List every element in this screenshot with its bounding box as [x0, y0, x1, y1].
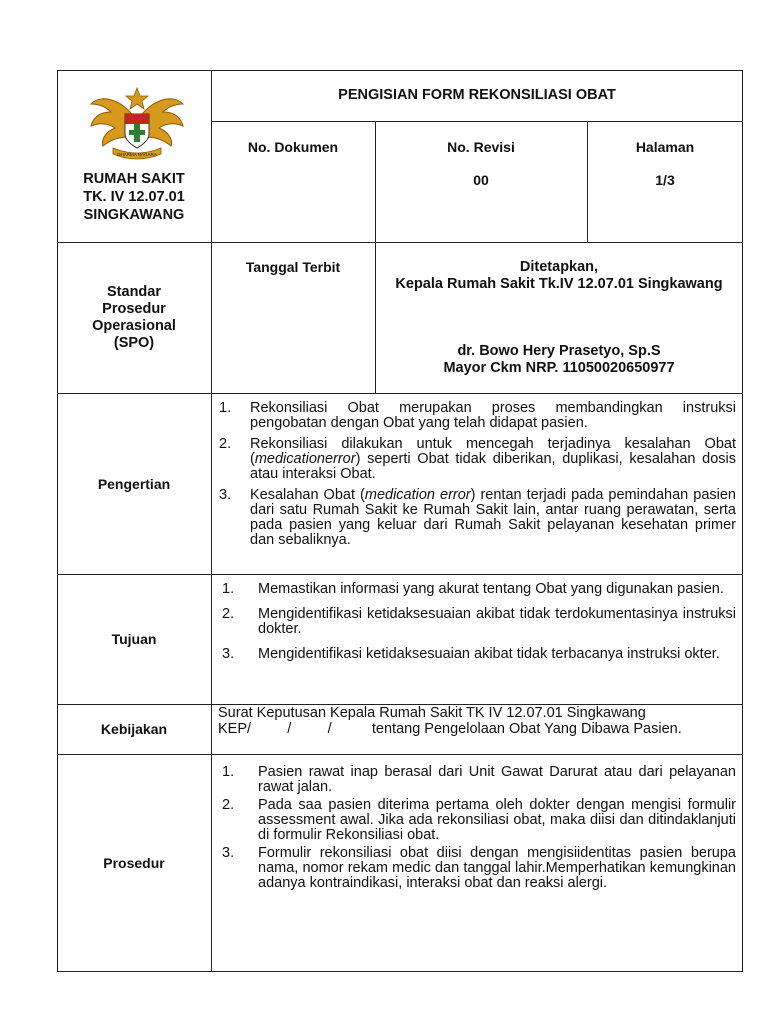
hospital-logo [87, 82, 187, 162]
approval-line-2: Kepala Rumah Sakit Tk.IV 12.07.01 Singkawang [395, 276, 723, 292]
pengertian-item-2-post: ) seperti Obat tidak diberikan, duplikasi, kesalahan dosis atau interaksi Obat. [250, 451, 736, 482]
prosedur-item-2-text: Pada saa pasien diterima pertama oleh dokter dengan mengisi formulir assessment awal. Jika ada rekonsiliasi obat, maka diisi dan ditindaklanjuti di formulir Rekonsiliasi obat. [258, 797, 736, 843]
spo-line-4: (SPO) [113, 335, 155, 351]
list-item: 1. Memastikan informasi yang akurat tentang Obat yang digunakan pasien. [222, 581, 724, 597]
hospital-name-line-3: SINGKAWANG [83, 207, 185, 223]
list-item: 3. Mengidentifikasi ketidaksesuaian akibat tidak terbacanya instruksi okter. [222, 646, 720, 662]
pengertian-item-1-text: Rekonsiliasi Obat merupakan proses membandingkan instruksi pengobatan dengan Obat yang telah didapat pasien. [250, 400, 736, 431]
prosedur-content [212, 765, 736, 891]
spo-line-2: Prosedur [102, 301, 166, 317]
approval-line-1: Ditetapkan, [519, 259, 599, 275]
list-item: 2. Pada saa pasien diterima pertama oleh dokter dengan mengisi formulir assessment awal. Jika ada rekonsiliasi obat, maka diisi dan ditindaklanjuti di formulir Rekonsiliasi obat. [222, 797, 736, 843]
revision-value: 00 [473, 172, 489, 188]
list-item: 3. Formulir rekonsiliasi obat diisi dengan mengisiidentitas pasien berupa nama, nomor rekam medic dan tanggal lahir.Memperhatikan kemungkinan adanya kontraindikasi, interaksi obat dan reaksi alergi. [222, 845, 736, 891]
section-label-prosedur: Prosedur [103, 855, 165, 871]
kebijakan-line-1: Surat Keputusan Kepala Rumah Sakit TK IV 12.07.01 Singkawang [218, 705, 646, 721]
hospital-name-line-1: RUMAH SAKIT [83, 171, 185, 187]
pengertian-content [212, 401, 736, 548]
row-divider-title [211, 121, 743, 122]
list-item: 2. Mengidentifikasi ketidaksesuaian akibat tidak terdokumentasinya instruksi dokter. [222, 606, 736, 637]
hospital-name-line-2: TK. IV 12.07.01 [83, 189, 185, 205]
section-label-pengertian: Pengertian [97, 475, 171, 492]
doc-number-label: No. Dokumen [247, 139, 339, 155]
kebijakan-content [218, 705, 738, 737]
spo-line-1: Standar [107, 284, 161, 300]
signer-block [375, 343, 743, 377]
pengertian-item-3-pre: Kesalahan Obat ( [250, 487, 365, 503]
pengertian-item-2-italic: medicationerror [254, 451, 356, 467]
tujuan-item-1-text: Memastikan informasi yang akurat tentang Obat yang digunakan pasien. [258, 581, 724, 597]
logo-motto: DHARMA NAGARA [117, 152, 157, 157]
kebijakan-line-2: KEP/ / / tentang Pengelolaan Obat Yang Dibawa Pasien. [218, 721, 682, 737]
prosedur-item-1-text: Pasien rawat inap berasal dari Unit Gawat Darurat atau dari pelayanan rawat jalan. [258, 764, 736, 795]
signer-name: dr. Bowo Hery Prasetyo, Sp.S [457, 343, 661, 359]
pengertian-item-2-pre: Rekonsiliasi dilakukan untuk mencegah terjadinya kesalahan Obat ( [250, 436, 736, 467]
prosedur-item-3-text: Formulir rekonsiliasi obat diisi dengan mengisiidentitas pasien berupa nama, nomor rekam medic dan tanggal lahir.Memperhatikan kemungkinan adanya kontraindikasi, interaksi obat dan reaksi alergi. [258, 845, 736, 891]
page-label: Halaman [635, 139, 695, 155]
revision-label: No. Revisi [447, 139, 515, 155]
tujuan-item-2-text: Mengidentifikasi ketidaksesuaian akibat tidak terdokumentasinya instruksi dokter. [258, 606, 736, 637]
list-item: 1. Rekonsiliasi Obat merupakan proses membandingkan instruksi pengobatan dengan Obat yang telah didapat pasien. [219, 400, 736, 431]
pengertian-item-3-italic: medication error [364, 487, 471, 503]
list-item: 1. Pasien rawat inap berasal dari Unit Gawat Darurat atau dari pelayanan rawat jalan. [222, 764, 736, 795]
form-title: PENGISIAN FORM REKONSILIASI OBAT [338, 87, 616, 103]
spo-label [57, 284, 211, 352]
signer-rank: Mayor Ckm NRP. 11050020650977 [443, 360, 675, 376]
page-value: 1/3 [655, 172, 675, 188]
issue-date-label: Tanggal Terbit [245, 259, 341, 275]
list-item: 2. Rekonsiliasi dilakukan untuk mencegah terjadinya kesalahan Obat (medicationerror) seperti Obat tidak diberikan, duplikasi, kesalahan dosis atau interaksi Obat. [219, 436, 736, 482]
pengertian-item-3-post: ) rentan terjadi pada pemindahan pasien dari satu Rumah Sakit ke Rumah Sakit lain, antar ruang perawatan, serta pada pasien yang keluar dari Rumah Sakit pelayanan kesehatan primer dan sebaliknya. [250, 487, 736, 548]
approval-block [375, 259, 743, 293]
section-label-kebijakan: Kebijakan [100, 721, 168, 737]
spo-line-3: Operasional [92, 318, 176, 334]
list-item: 3. Kesalahan Obat (medication error) rentan terjadi pada pemindahan pasien dari satu Rumah Sakit ke Rumah Sakit lain, antar ruang perawatan, serta pada pasien yang keluar dari Rumah Sakit pelayanan kesehatan primer dan sebaliknya. [219, 487, 736, 548]
tujuan-item-3-text: Mengidentifikasi ketidaksesuaian akibat tidak terbacanya instruksi okter. [258, 646, 720, 662]
tujuan-content [212, 582, 736, 662]
section-label-tujuan: Tujuan [111, 631, 157, 647]
hospital-name [57, 170, 211, 224]
row-divider-header [57, 242, 743, 243]
